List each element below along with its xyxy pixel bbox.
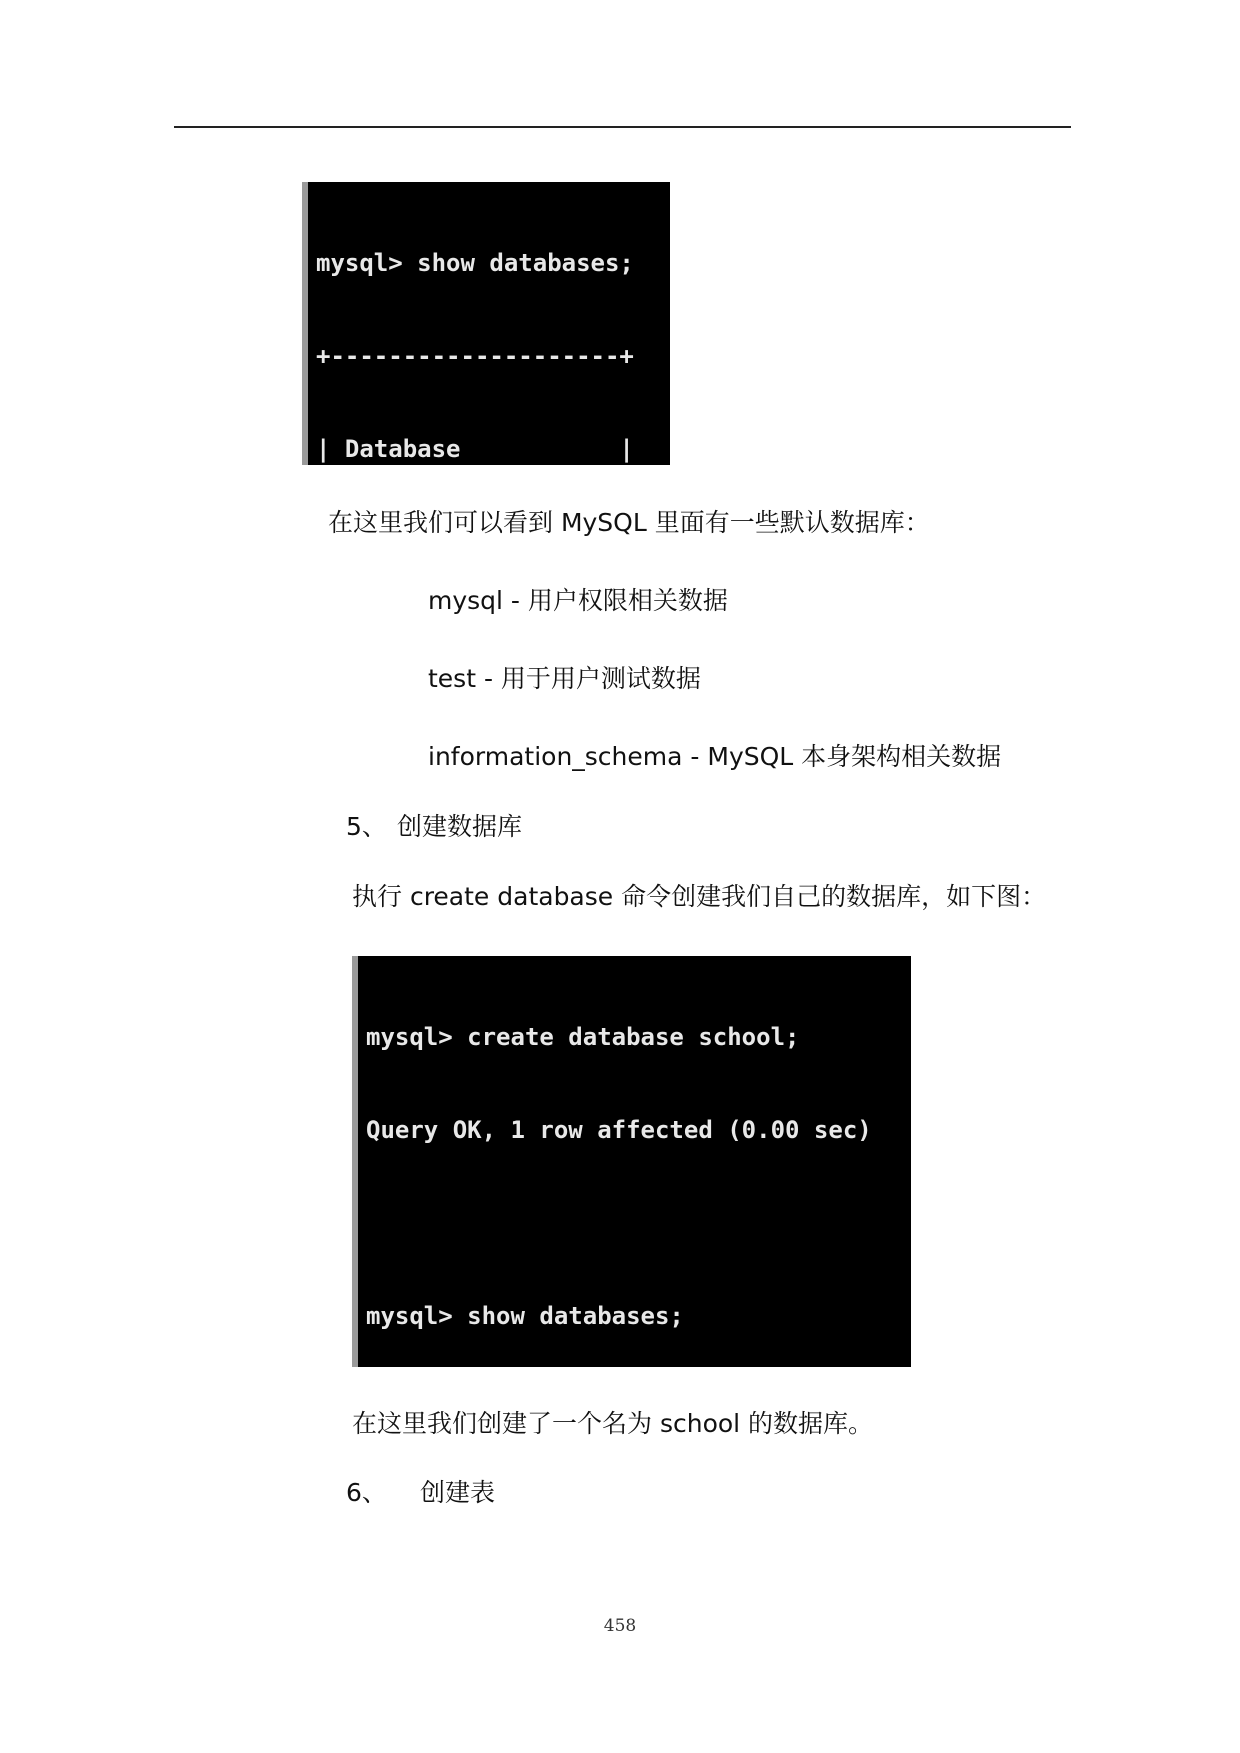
terminal-screenshot-show-databases <box>302 182 670 465</box>
create-paragraph: 执行 create database 命令创建我们自己的数据库，如下图： <box>352 882 1047 911</box>
terminal-screenshot-create-database <box>352 956 911 1367</box>
terminal-line: | Database | <box>316 435 634 463</box>
default-db-test: test - 用于用户测试数据 <box>428 664 701 693</box>
terminal-line: Query OK, 1 row affected (0.00 sec) <box>366 1116 872 1144</box>
page-number: 458 <box>603 1616 637 1636</box>
terminal-line: mysql> show databases; <box>316 249 634 277</box>
section-6-heading: 创建表 <box>420 1478 496 1507</box>
header-rule <box>174 126 1071 128</box>
terminal-line: mysql> create database school; <box>366 1023 800 1051</box>
section-5-heading: 创建数据库 <box>397 812 523 841</box>
terminal-line <box>366 1208 911 1239</box>
default-db-mysql: mysql - 用户权限相关数据 <box>428 586 728 615</box>
terminal-line: mysql> show databases; <box>366 1302 684 1330</box>
default-db-information-schema: information_schema - MySQL 本身架构相关数据 <box>428 742 1002 771</box>
section-6-number: 6、 <box>346 1478 387 1507</box>
section-5-number: 5、 <box>346 812 387 841</box>
intro-paragraph: 在这里我们可以看到 MySQL 里面有一些默认数据库： <box>328 508 930 537</box>
school-paragraph: 在这里我们创建了一个名为 school 的数据库。 <box>352 1409 874 1438</box>
terminal-line: +--------------------+ <box>316 342 634 370</box>
